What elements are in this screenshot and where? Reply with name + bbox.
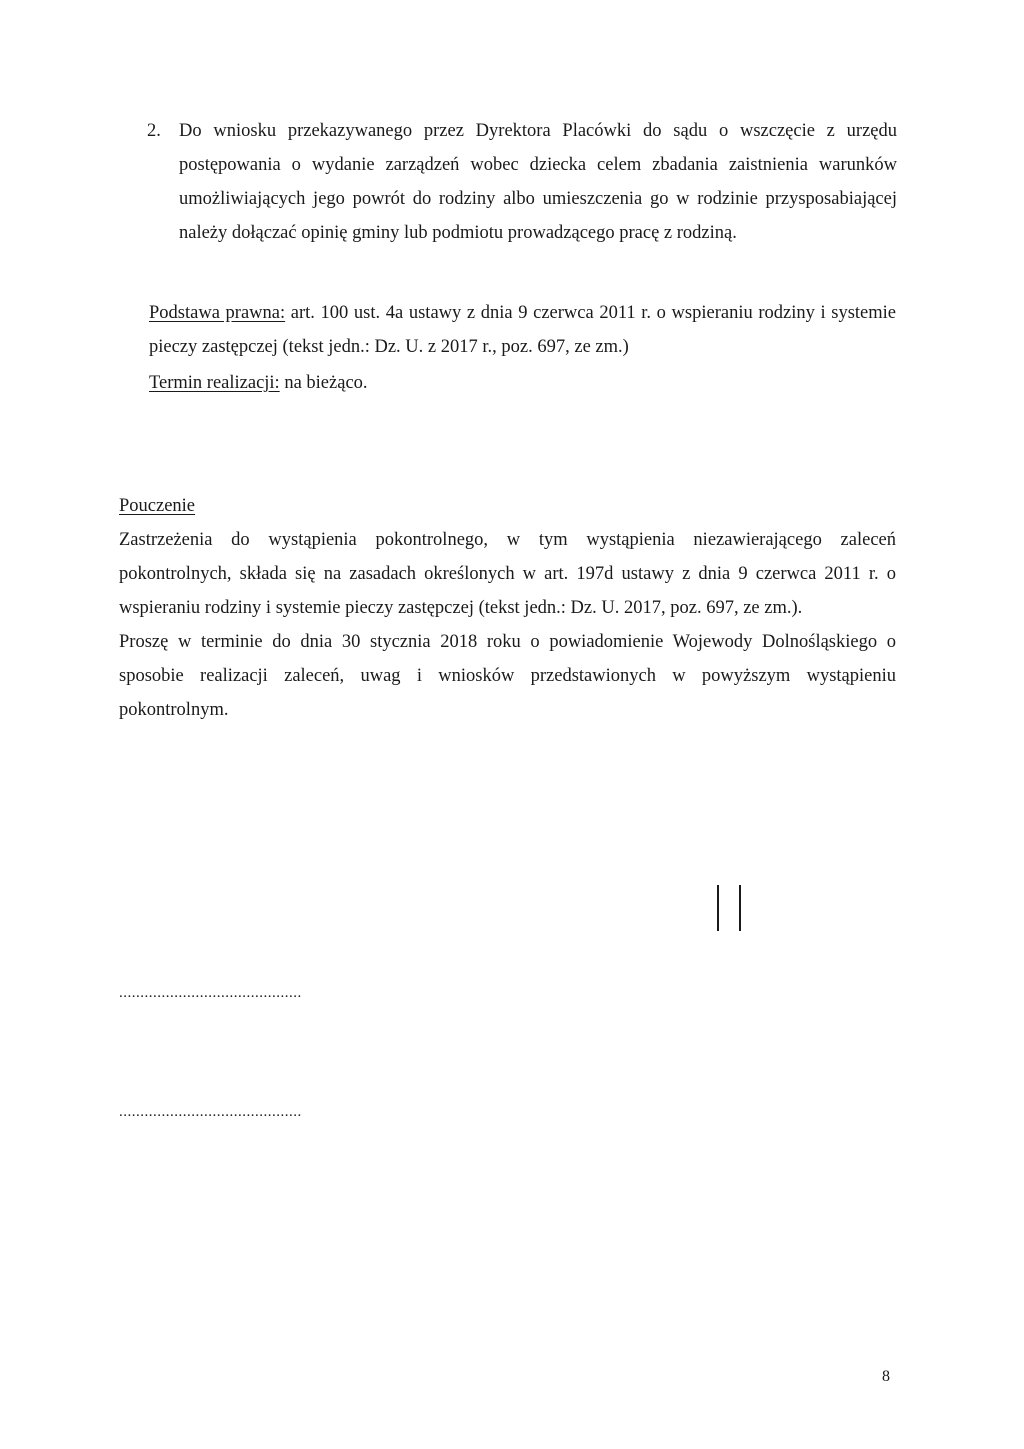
deadline-label: Termin realizacji: <box>149 373 280 393</box>
signature-mark-right <box>739 885 741 931</box>
signature-dotted-line-1: ........................................... <box>119 985 302 1001</box>
notice-paragraph-2: Proszę w terminie do dnia 30 stycznia 2018 roku o powiadomienie Wojewody Dolnośląskiego o sposobie realizacji zaleceń, uwag i wniosków przedstawionych w powyższym wystąpieniu pokontrolnym. <box>119 632 896 720</box>
notice-title <box>119 489 896 523</box>
legal-basis-text: art. 100 ust. 4a ustawy z dnia 9 czerwca 2011 r. o wspieraniu rodziny i systemie pieczy zastępczej (tekst jedn.: Dz. U. z 2017 r., poz. 697, ze zm.) <box>149 303 896 357</box>
signature-dotted-line-2: ........................................... <box>119 1104 302 1120</box>
legal-basis <box>149 296 896 364</box>
notice-paragraph-1: Zastrzeżenia do wystąpienia pokontrolnego, w tym wystąpienia niezawierającego zaleceń pokontrolnych, składa się na zasadach określonych w art. 197d ustawy z dnia 9 czerwca 2011 r. o wspieraniu rodziny i systemie pieczy zastępczej (tekst jedn.: Dz. U. 2017, poz. 697, ze zm.). <box>119 530 896 618</box>
legal-basis-label: Podstawa prawna: <box>149 303 286 323</box>
notice-title-text: Pouczenie <box>119 496 196 516</box>
deadline <box>149 366 896 400</box>
deadline-text: na bieżąco. <box>279 373 368 393</box>
signature-marks <box>715 885 745 931</box>
item-number: 2. <box>147 121 161 141</box>
item-text: Do wniosku przekazywanego przez Dyrektora Placówki do sądu o wszczęcie z urzędu postępowania o wydanie zarządzeń wobec dziecka celem zbadania zaistnienia warunków umożliwiających jego powrót do rodziny albo umieszczenia go w rodzinie przysposabiającej należy dołączać opinię gminy lub podmiotu prowadzącego pracę z rodziną. <box>179 121 897 243</box>
signature-mark-left <box>717 885 719 931</box>
page-number: 8 <box>882 1368 890 1385</box>
notice-section <box>119 489 896 727</box>
